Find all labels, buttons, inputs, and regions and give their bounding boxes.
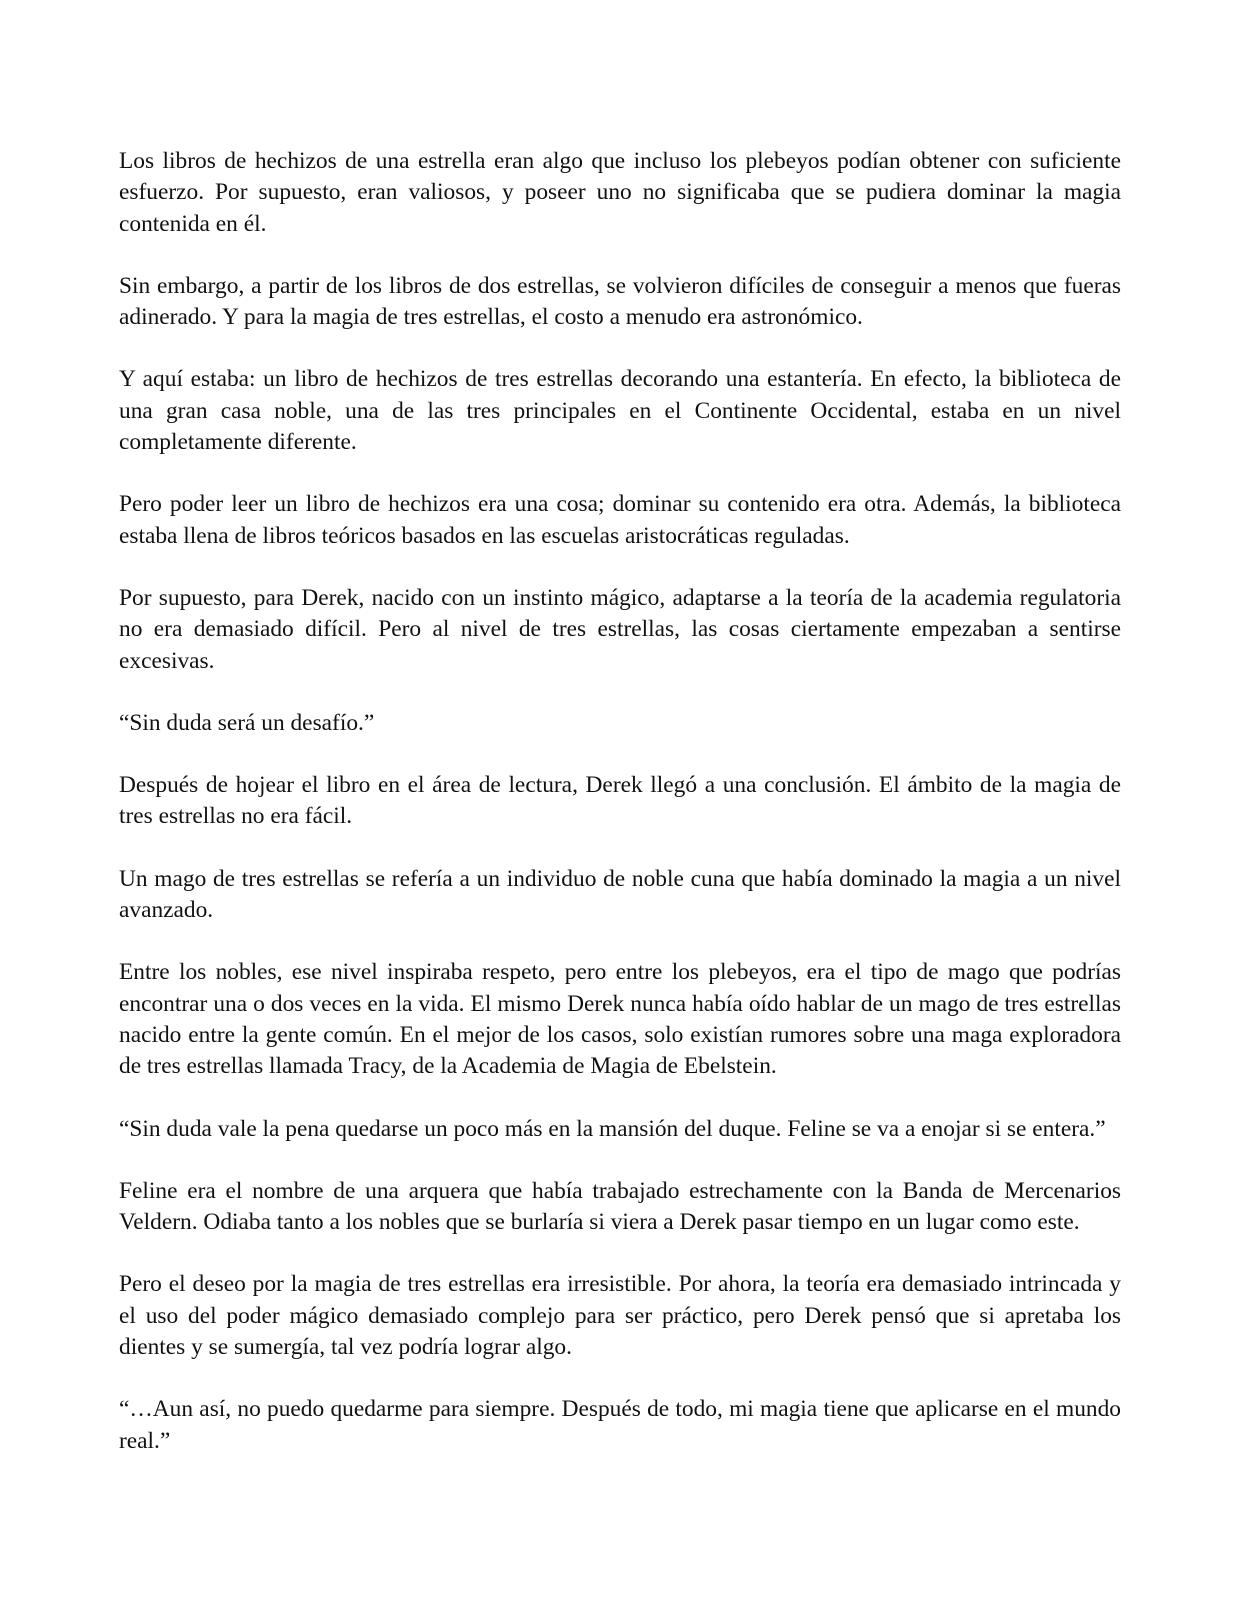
paragraph: Un mago de tres estrellas se refería a un individuo de noble cuna que había dominado la magia a un nivel avanzado. [119,865,1121,924]
paragraph: Y aquí estaba: un libro de hechizos de tres estrellas decorando una estantería. En efecto, la biblioteca de una gran casa noble, una de las tres principales en el Continente Occidental, estaba en un nivel completamente diferente. [119,366,1121,456]
paragraph: Por supuesto, para Derek, nacido con un instinto mágico, adaptarse a la teoría de la academia regulatoria no era demasiado difícil. Pero al nivel de tres estrellas, las cosas ciertamente empezaban a sentirse excesivas. [119,584,1121,674]
paragraph: Pero poder leer un libro de hechizos era una cosa; dominar su contenido era otra. Además, la biblioteca estaba llena de libros teóricos basados en las escuelas aristocráticas reguladas. [119,491,1121,549]
paragraph: Sin embargo, a partir de los libros de dos estrellas, se volvieron difíciles de conseguir a menos que fueras adinerado. Y para la magia de tres estrellas, el costo a menudo era astronómico. [119,272,1121,331]
paragraph: Entre los nobles, ese nivel inspiraba respeto, pero entre los plebeyos, era el tipo de mago que podrías encontrar una o dos veces en la vida. El mismo Derek nunca había oído hablar de un mago de tres estrellas nacido entre la gente común. En el mejor de los casos, solo existían rumores sobre una maga exploradora de tres estrellas llamada Tracy, de la Academia de Magia de Ebelstein. [119,959,1121,1080]
document-page [119,146,1121,1488]
paragraph: Los libros de hechizos de una estrella eran algo que incluso los plebeyos podían obtener con suficiente esfuerzo. Por supuesto, eran valiosos, y poseer uno no significaba que se pudiera dominar la magia contenida en él. [119,148,1121,237]
dialogue-paragraph: “Sin duda será un desafío.” [119,709,375,736]
paragraph: Feline era el nombre de una arquera que había trabajado estrechamente con la Banda de Mercenarios Veldern. Odiaba tanto a los nobles que se burlaría si viera a Derek pasar tiempo en un lugar como este. [119,1177,1121,1236]
dialogue-paragraph: “…Aun así, no puedo quedarme para siempre. Después de todo, mi magia tiene que aplicarse en el mundo real.” [119,1396,1121,1454]
dialogue-paragraph: “Sin duda vale la pena quedarse un poco más en la mansión del duque. Feline se va a enojar si se entera.” [119,1115,1106,1142]
paragraph: Después de hojear el libro en el área de lectura, Derek llegó a una conclusión. El ámbito de la magia de tres estrellas no era fácil. [119,772,1121,830]
paragraph: Pero el deseo por la magia de tres estrellas era irresistible. Por ahora, la teoría era demasiado intrincada y el uso del poder mágico demasiado complejo para ser práctico, pero Derek pensó que si apretaba los dientes y se sumergía, tal vez podría lograr algo. [119,1271,1121,1361]
